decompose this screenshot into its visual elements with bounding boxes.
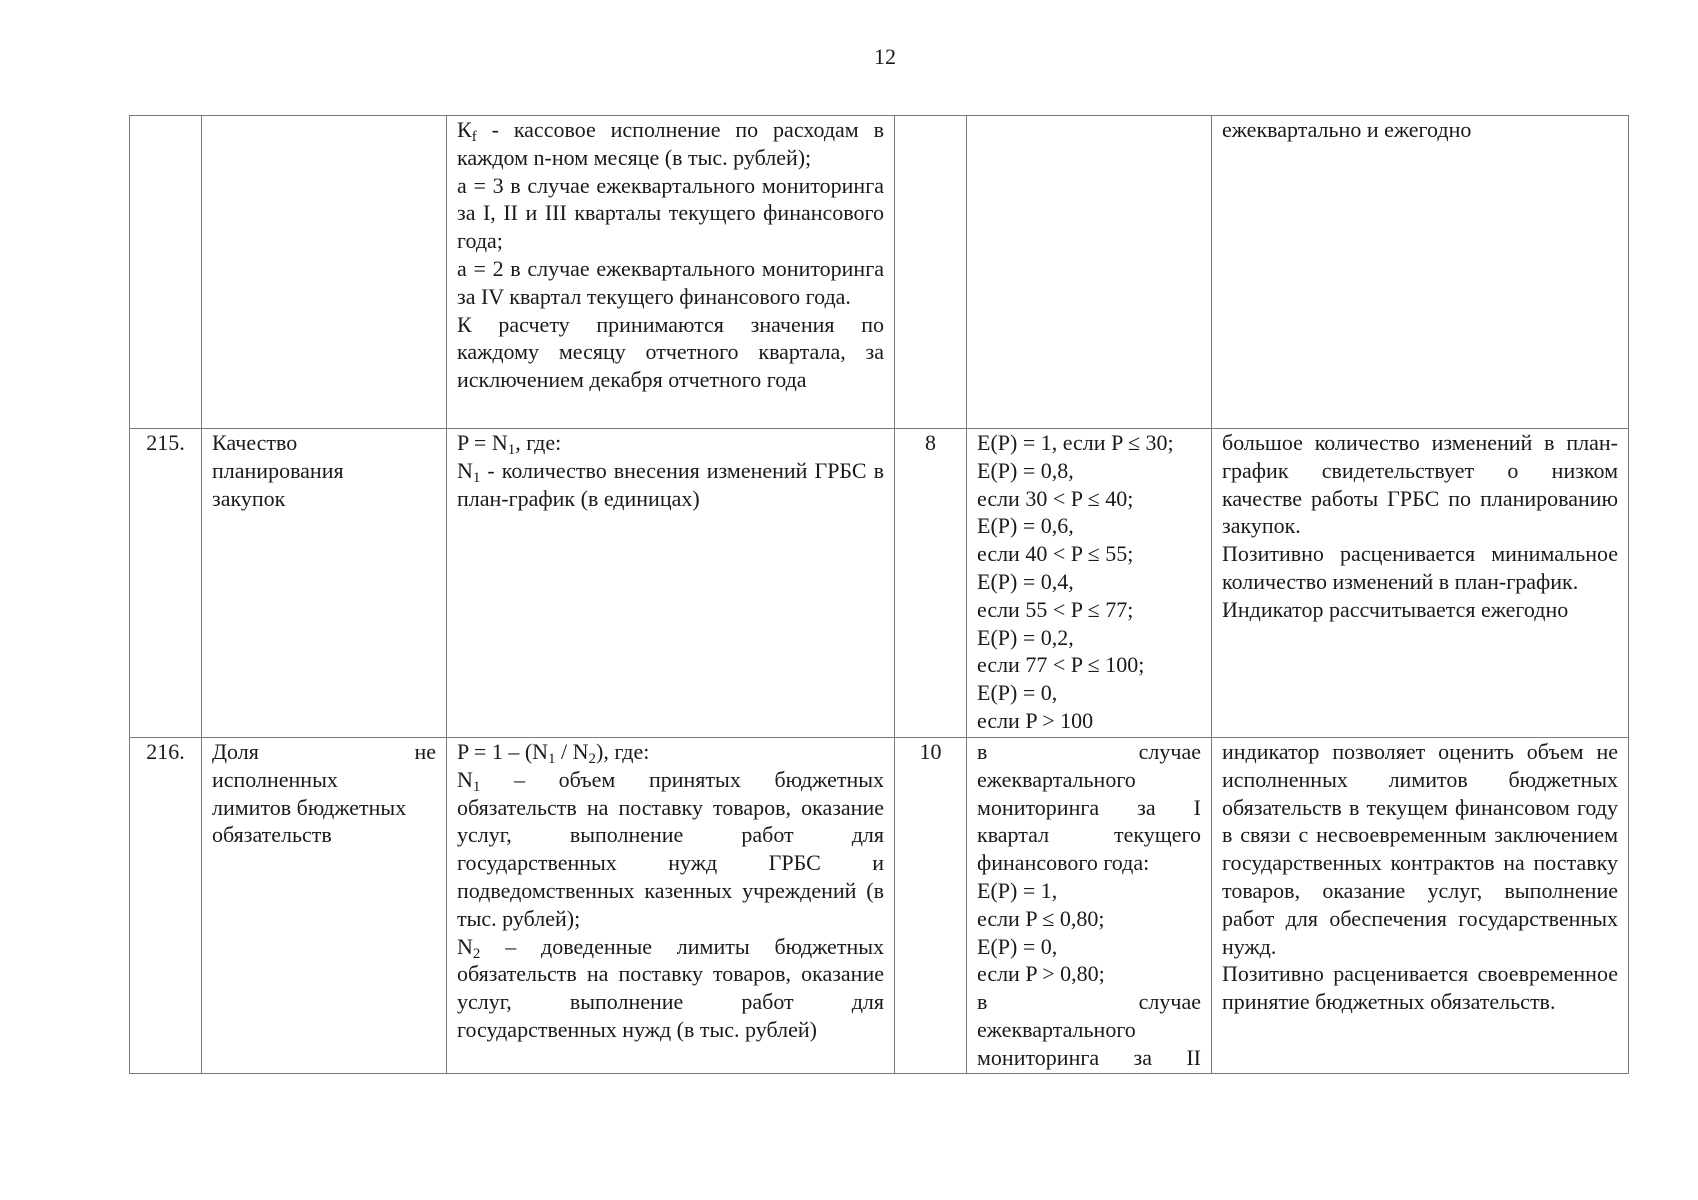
table-row bbox=[130, 116, 1629, 429]
row-number-cell: 216. bbox=[130, 738, 202, 1074]
page-number: 12 bbox=[874, 44, 896, 69]
weight-cell bbox=[895, 116, 967, 429]
indicator-name-cell: Доля не исполненных лимитов бюджетных обязательств bbox=[202, 738, 447, 1074]
comment-cell: ежеквартально и ежегодно bbox=[1212, 116, 1629, 429]
weight-cell: 10 bbox=[895, 738, 967, 1074]
row-number-cell: 215. bbox=[130, 429, 202, 738]
formula-cell: $P = N_1$, где: $N_1$ - количество внесения изменений ГРБС в план-график (в единицах) bbox=[447, 429, 895, 738]
indicator-table bbox=[129, 115, 1629, 1074]
scale-cell: E(P) = 1, если P ≤ 30; E(P) = 0,8, если 30 < P ≤ 40; E(P) = 0,6, если 40 < P ≤ 55; E(P) = 0,4, если 55 < P ≤ 77; E(P) = 0,2, если 77 < P ≤ 100; E(P) = 0, если P > 100 bbox=[967, 429, 1212, 738]
indicator-name-cell: Качество планирования закупок bbox=[202, 429, 447, 738]
row-number-cell bbox=[130, 116, 202, 429]
scale-cell bbox=[967, 116, 1212, 429]
comment-cell: большое количество изменений в план-график свидетельствует о низком качестве работы ГРБС по планированию закупок. Позитивно расценивается минимальное количество изменений в план-график. Индикатор рассчитывается ежегодно bbox=[1212, 429, 1629, 738]
scale-cell: в случае ежеквартального мониторинга за I квартал текущего финансового года: E(P) = 1, если P ≤ 0,80; E(P) = 0, если P > 0,80; в случае ежеквартального мониторинга за II bbox=[967, 738, 1212, 1074]
formula-cell: $К_f$ - кассовое исполнение по расходам в каждом n-ном месяце (в тыс. рублей); a = 3 в случае ежеквартального мониторинга за I, II и III кварталы текущего финансового года; a = 2 в случае ежеквартального мониторинга за IV квартал текущего финансового года. К расчету принимаются значения по каждому месяцу отчетного квартала, за исключением декабря отчетного года bbox=[447, 116, 895, 429]
weight-cell: 8 bbox=[895, 429, 967, 738]
indicator-name-cell bbox=[202, 116, 447, 429]
table-row bbox=[130, 738, 1629, 1074]
comment-cell: индикатор позволяет оценить объем не исполненных лимитов бюджетных обязательств в текущем финансовом году в связи с несвоевременным заключением государственных контрактов на поставку товаров, оказание услуг, выполнение работ для обеспечения государственных нужд. Позитивно расценивается своевременное принятие бюджетных обязательств. bbox=[1212, 738, 1629, 1074]
formula-cell: $P = 1 - (N_1 / N_2)$, где: $N_1$ – объем принятых бюджетных обязательств на поставку товаров, оказание услуг, выполнение работ для государственных нужд ГРБС и подведомственных казенных учреждений (в тыс. рублей); $N_2$ – доведенные лимиты бюджетных обязательств на поставку товаров, оказание услуг, выполнение работ для государственных нужд (в тыс. рублей) bbox=[447, 738, 895, 1074]
table-row bbox=[130, 429, 1629, 738]
